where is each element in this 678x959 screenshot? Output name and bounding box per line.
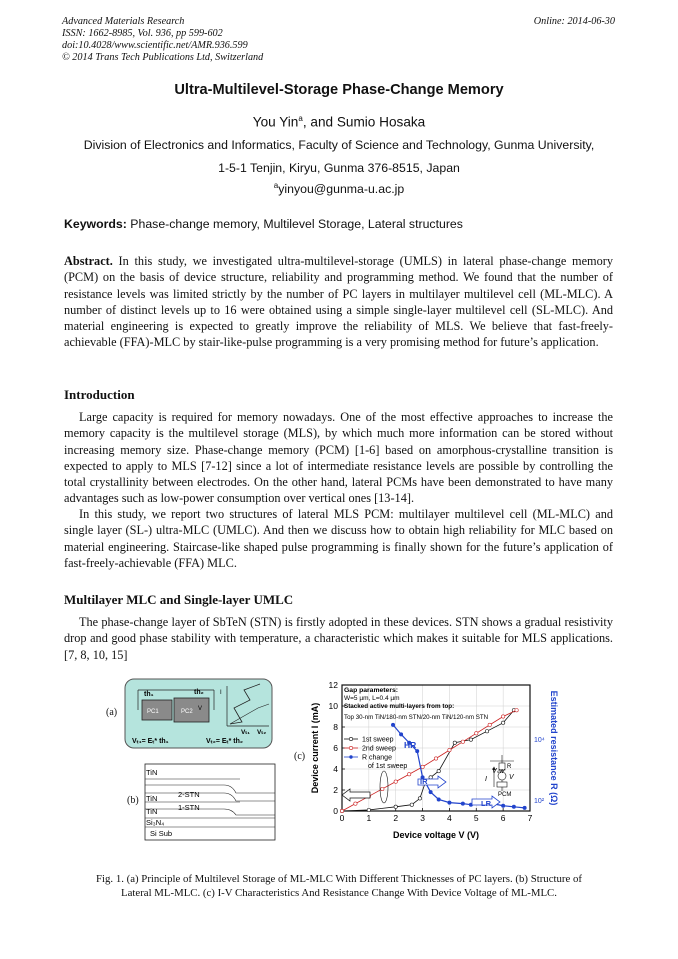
- panel-a-tag: (a): [106, 707, 118, 718]
- y-tick-label: 2: [333, 785, 338, 795]
- email-sup: a: [273, 181, 279, 190]
- x-axis-label: Device voltage V (V): [392, 830, 480, 840]
- x-tick-label: 6: [500, 813, 506, 823]
- tin-layer-bottom: TiN: [146, 807, 158, 816]
- tin-layer-middle: TiN: [146, 794, 158, 803]
- x-tick-label: 0: [339, 813, 345, 823]
- data-point-series-2: [391, 723, 394, 726]
- introduction-heading: Introduction: [64, 387, 135, 402]
- stn-layer-2: 2-STN: [178, 790, 200, 799]
- data-point-series-1: [448, 748, 451, 751]
- pcm-circuit-inset: [485, 755, 515, 798]
- legend-2nd-sweep: 2nd sweep: [362, 745, 396, 753]
- vt1-label: Vₜ₁: [241, 729, 250, 736]
- equation-vt1: Vₜ₁= Eₜ* th₁: [132, 738, 169, 745]
- data-point-series-1: [475, 732, 478, 735]
- data-point-series-0: [410, 803, 413, 806]
- hr-label: HR: [404, 740, 417, 750]
- ir-label: IR: [420, 777, 428, 786]
- tin-layer-top: TiN: [146, 768, 158, 777]
- data-point-series-1: [394, 780, 397, 783]
- r-label: R: [507, 764, 512, 770]
- y-tick-label: 12: [328, 680, 338, 690]
- keywords: [64, 217, 463, 231]
- keywords-label: Keywords:: [64, 217, 127, 231]
- online-date: Online: 2014-06-30: [533, 16, 615, 27]
- x-tick-label: 1: [366, 813, 372, 823]
- abstract: [64, 253, 613, 351]
- y-tick-label: 8: [333, 722, 338, 732]
- si-substrate: Si Sub: [150, 829, 173, 838]
- x-tick-label: 7: [527, 813, 533, 823]
- y-tick-label: 10: [328, 701, 338, 711]
- stn-layer-1: 1-STN: [178, 803, 200, 812]
- data-point-series-2: [461, 802, 464, 805]
- data-point-series-2: [429, 790, 432, 793]
- y-tick-label: 6: [333, 743, 338, 753]
- y2-tick-high: 10⁴: [534, 737, 545, 744]
- author-sup: a: [298, 114, 303, 123]
- x-tick-label: 2: [393, 813, 399, 823]
- panel-b-structure: [144, 763, 276, 841]
- journal-name: Advanced Materials Research: [62, 16, 185, 27]
- section-paragraph-1: The phase-change layer of SbTeN (STN) is firstly adopted in these devices. STN shows a gradual resistivity drop and good phase stability with temperature, a characteristic which makes it suitable for MLS applications. [7, 8, 10, 15]: [64, 615, 613, 662]
- legend-r-change: R change: [362, 754, 392, 762]
- pc2-label: PC2: [181, 709, 193, 715]
- authors: [0, 114, 678, 130]
- x-tick-label: 3: [420, 813, 425, 823]
- journal-doi: doi:10.4028/www.scientific.net/AMR.936.599: [62, 40, 248, 51]
- data-point-series-0: [501, 721, 504, 724]
- vt2-label: Vₜ₂: [257, 729, 267, 736]
- data-point-series-1: [340, 809, 343, 812]
- stack-values: Top 30-nm TiN/180-nm STN/20-nm TiN/120-nm STN: [344, 714, 489, 721]
- data-point-series-2: [437, 798, 440, 801]
- data-point-series-2: [399, 733, 402, 736]
- gap-parameters-title: Gap parameters:: [344, 687, 399, 694]
- data-point-series-1: [421, 765, 424, 768]
- data-point-series-0: [418, 797, 421, 800]
- circuit-i-label: I: [485, 776, 487, 783]
- caption-line-1: Fig. 1. (a) Principle of Multilevel Storage of ML-MLC With Different Thicknesses of PC layers. (b) Structure of: [96, 873, 582, 885]
- panel-c-tag: (c): [294, 751, 306, 762]
- journal-issn: ISSN: 1662-8985, Vol. 936, pp 599-602: [62, 28, 223, 39]
- iv-chart: [306, 675, 566, 850]
- introduction-paragraph-1: Large capacity is required for memory nowadays. One of the most effective approaches to increase the memory capacity is the multilevel storage (MLS), by which much more information can be stored without increasing memory size. Phase-change memory (PCM) [1-6] based on amorphous-crystalline transition is expected to apply to MLS [7-12] since a lot of intermediate resistance levels are possible by controlling the total crystallinity between electrodes. On the other hand, lateral PCMs have been demonstrated to have many advantages such as low-power consumption over vertical ones [13-14].: [64, 410, 613, 506]
- abstract-text: In this study, we investigated ultra-multilevel-storage (UMLS) in lateral phase-change memory (PCM) on the basis of device structure, reliability and programming method. We found that the number of resistance levels was limited strictly by the number of PC layers in multilayer multilevel cell (ML-MLC). A number of distinct levels up to 16 were obtained using a simple single-layer multilevel cell (SL-MLC). And material engineering is expected to greatly improve the reliability of MLS. We believe that fast-freely-achievable (FFA)-MLC by stair-like-pulse programming is a very promising method for future’s application.: [64, 254, 613, 350]
- data-point-series-2: [523, 806, 526, 809]
- data-point-series-1: [515, 709, 518, 712]
- panel-b-tag: (b): [127, 795, 139, 806]
- data-point-series-1: [381, 787, 384, 790]
- circuit-v-label: V: [509, 774, 514, 781]
- abstract-label: Abstract.: [64, 254, 113, 268]
- author-first: You Yin: [252, 114, 299, 130]
- journal-header: [62, 16, 263, 64]
- paper-title: Ultra-Multilevel-Storage Phase-Change Memory: [174, 82, 504, 98]
- data-point-series-0: [453, 741, 456, 744]
- th2-label: th₂: [194, 689, 204, 696]
- data-point-series-2: [448, 801, 451, 804]
- gap-parameters-values: W=5 µm, L=0.4 µm: [344, 695, 400, 702]
- data-point-series-0: [469, 738, 472, 741]
- data-point-series-1: [407, 773, 410, 776]
- stack-title: Stacked active multi-layers from top:: [344, 703, 455, 710]
- data-point-series-1: [354, 802, 357, 805]
- journal-copyright: © 2014 Trans Tech Publications Ltd, Switzerland: [62, 52, 264, 63]
- legend-of-1st-sweep: of 1st sweep: [368, 763, 408, 770]
- data-point-series-0: [367, 808, 370, 811]
- data-point-series-2: [501, 804, 504, 807]
- caption-line-2: Lateral ML-MLC. (c) I-V Characteristics And Resistance Change With Device Voltage of ML-MLC.: [121, 887, 557, 899]
- figure-caption: [0, 872, 678, 900]
- keywords-text: Phase-change memory, Multilevel Storage, Lateral structures: [126, 217, 463, 231]
- y2-tick-low: 10²: [534, 798, 545, 805]
- pc1-label: PC1: [147, 709, 159, 715]
- data-point-series-1: [434, 757, 437, 760]
- y2-axis-label: Estimated resistance R (Ω): [549, 690, 559, 806]
- data-point-series-2: [512, 805, 515, 808]
- x-tick-label: 4: [447, 813, 452, 823]
- equation-vt2: Vₜ₂= Eₜ* th₂: [206, 738, 243, 745]
- y-axis-label: Device current I (mA): [310, 702, 320, 794]
- affiliation-line-1: Division of Electronics and Informatics, Faculty of Science and Technology, Gunma University,: [83, 138, 595, 152]
- data-point-series-0: [394, 805, 397, 808]
- author-rest: , and Sumio Hosaka: [302, 114, 426, 130]
- affiliation-line-2: 1-5-1 Tenjin, Kiryu, Gunma 376-8515, Japan: [218, 161, 460, 175]
- si3n4-layer: Si₃N₄: [146, 818, 165, 827]
- x-tick-label: 5: [473, 813, 479, 823]
- pcm-label: PCM: [498, 792, 512, 798]
- panel-a-i-label: I: [220, 690, 222, 696]
- panel-a-v-label: V: [198, 706, 203, 712]
- data-point-series-1: [461, 740, 464, 743]
- vsw-label: Vₛᴡ: [492, 768, 505, 775]
- th1-label: th₁: [144, 691, 154, 698]
- introduction-paragraph-2: In this study, we report two structures of lateral MLS PCM: multilayer multilevel cell (ML-MLC) and single layer (SL-) ultra-MLC (UMLC). And then we discuss how to obtain high reliability for MLC based on material engineering. Staircase-like shaped pulse programming is finally shown for the future’s application of fast-freely-achievable (FFA) MLC.: [64, 507, 613, 570]
- data-point-series-1: [488, 723, 491, 726]
- data-point-series-0: [485, 730, 488, 733]
- legend-1st-sweep: 1st sweep: [362, 736, 394, 744]
- y-tick-label: 4: [333, 764, 338, 774]
- email-address: yinyou@gunma-u.ac.jp: [278, 182, 405, 197]
- data-point-series-0: [437, 769, 440, 772]
- y-tick-label: 0: [333, 806, 338, 816]
- author-email: [0, 181, 678, 196]
- data-point-series-0: [429, 776, 432, 779]
- data-point-series-1: [501, 715, 504, 718]
- section-heading-multilayer: Multilayer MLC and Single-layer UMLC: [64, 592, 294, 607]
- panel-a-schematic: [124, 678, 274, 750]
- chart-legend: [344, 737, 407, 771]
- lr-label: LR: [481, 799, 491, 808]
